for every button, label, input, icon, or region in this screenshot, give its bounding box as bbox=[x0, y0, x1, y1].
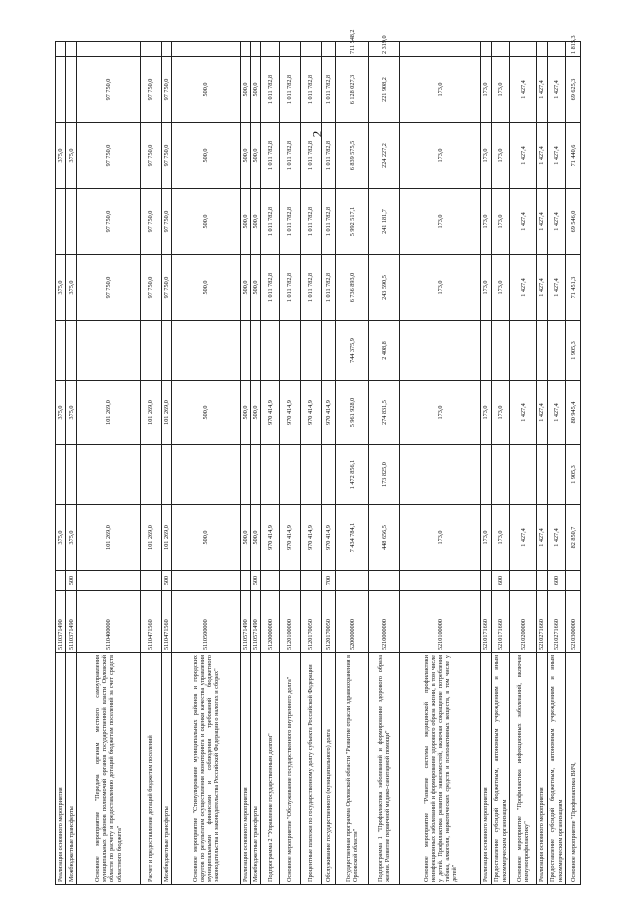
cell-c7: 97 750,0 bbox=[161, 123, 171, 189]
table-row bbox=[300, 42, 321, 885]
cell-c5: 6 736 893,0 bbox=[336, 255, 369, 321]
cell-c1: 970 414,9 bbox=[280, 505, 301, 571]
cell-code: 5110471560 bbox=[141, 591, 162, 653]
cell-c8: 1 011 782,8 bbox=[321, 57, 336, 123]
cell-c3: 1 427,4 bbox=[510, 381, 537, 445]
cell-c6: 173,0 bbox=[491, 189, 510, 255]
cell-c2 bbox=[261, 445, 280, 505]
cell-c6: 241 181,7 bbox=[369, 189, 400, 255]
table-row bbox=[141, 42, 162, 885]
cell-c8: 500,0 bbox=[251, 57, 261, 123]
cell-name: Расчет и предоставление дотаций бюджетам поселений bbox=[141, 653, 162, 885]
cell-c3: 970 414,9 bbox=[300, 381, 321, 445]
cell-name: Основное мероприятие "Стимулирование муниципальных районов и городских округов по результатам осуществления мониторинга и оценки качества управления муниципальными финансами и соблюдения требований бюджетного законодательства и законодательства Российской Федерации о налогах и сборах" bbox=[172, 653, 240, 885]
cell-c6: 500,0 bbox=[172, 189, 240, 255]
cell-c6: 1 011 782,8 bbox=[300, 189, 321, 255]
cell-c8: 1 011 782,8 bbox=[261, 57, 280, 123]
cell-name: Основное мероприятие "Профилактика инфекционных заболеваний, включая иммунопрофилактику" bbox=[510, 653, 537, 885]
cell-c8: 1 427,4 bbox=[547, 57, 566, 123]
cell-c6: 5 992 517,1 bbox=[336, 189, 369, 255]
cell-vr bbox=[369, 571, 400, 591]
cell-c5: 243 590,5 bbox=[369, 255, 400, 321]
cell-name: Процентные платежи по государственному долгу субъекта Российской Федерации bbox=[300, 653, 321, 885]
table-row bbox=[251, 42, 261, 885]
cell-c4 bbox=[300, 321, 321, 381]
cell-name: Государственная программа Орловской области "Развитие отрасли здравоохранения в Орловской области" bbox=[336, 653, 369, 885]
cell-c4 bbox=[481, 321, 491, 381]
cell-c3: 500,0 bbox=[240, 381, 250, 445]
table-row bbox=[491, 42, 510, 885]
cell-c6: 97 750,0 bbox=[76, 189, 140, 255]
budget-table bbox=[55, 29, 581, 885]
cell-code: 5210100000 bbox=[400, 591, 481, 653]
cell-c2 bbox=[161, 445, 171, 505]
page-number: 2 bbox=[309, 130, 325, 138]
cell-extra bbox=[300, 42, 321, 57]
cell-c1: 970 414,9 bbox=[261, 505, 280, 571]
cell-c8: 1 011 782,8 bbox=[280, 57, 301, 123]
cell-c8: 500,0 bbox=[240, 57, 250, 123]
cell-c7: 1 011 782,8 bbox=[261, 123, 280, 189]
cell-c6: 173,0 bbox=[400, 189, 481, 255]
cell-code: 5210200000 bbox=[510, 591, 537, 653]
cell-c1: 173,0 bbox=[491, 505, 510, 571]
cell-vr: 600 bbox=[547, 571, 566, 591]
cell-code: 5210271660 bbox=[537, 591, 547, 653]
cell-name: Основное мероприятие "Развитие системы медицинской профилактики неинфекционных заболеваний и формирование здорового образа жизни, в том числе у детей. Профилактика развития зависимостей, включая сокращение потребления табака, алкоголя, наркотических средств и психоактивных веществ, в том числе у детей" bbox=[400, 653, 481, 885]
cell-c2 bbox=[491, 445, 510, 505]
cell-code: 5210300000 bbox=[566, 591, 581, 653]
cell-c7: 500,0 bbox=[251, 123, 261, 189]
cell-code: 5210000000 bbox=[369, 591, 400, 653]
cell-extra bbox=[481, 42, 491, 57]
cell-vr bbox=[336, 571, 369, 591]
cell-name: Обслуживание государственного (муниципального) долга bbox=[321, 653, 336, 885]
cell-c7: 1 427,4 bbox=[537, 123, 547, 189]
cell-code: 5120000000 bbox=[261, 591, 280, 653]
cell-c2: 173 825,0 bbox=[369, 445, 400, 505]
cell-c7: 71 440,6 bbox=[566, 123, 581, 189]
cell-c8: 173,0 bbox=[491, 57, 510, 123]
cell-name: Основное мероприятие "Профилактика ВИЧ, bbox=[566, 653, 581, 885]
cell-c1: 1 427,4 bbox=[547, 505, 566, 571]
cell-c7: 1 011 782,8 bbox=[321, 123, 336, 189]
cell-extra bbox=[172, 42, 240, 57]
cell-c6 bbox=[56, 189, 66, 255]
cell-c8: 6 128 027,3 bbox=[336, 57, 369, 123]
cell-c1: 1 427,4 bbox=[510, 505, 537, 571]
cell-c7: 97 750,0 bbox=[141, 123, 162, 189]
cell-c3: 101 269,0 bbox=[141, 381, 162, 445]
cell-c3: 970 414,9 bbox=[321, 381, 336, 445]
cell-c6: 69 546,0 bbox=[566, 189, 581, 255]
cell-c5: 1 011 782,8 bbox=[280, 255, 301, 321]
cell-extra bbox=[547, 42, 566, 57]
cell-vr bbox=[56, 571, 66, 591]
cell-code: 5120170050 bbox=[321, 591, 336, 653]
cell-c8: 173,0 bbox=[400, 57, 481, 123]
cell-name: Реализация основного мероприятия bbox=[240, 653, 250, 885]
table-row bbox=[369, 42, 400, 885]
cell-c8 bbox=[66, 57, 76, 123]
cell-c3: 970 414,9 bbox=[261, 381, 280, 445]
cell-c4 bbox=[161, 321, 171, 381]
cell-c2 bbox=[481, 445, 491, 505]
cell-extra bbox=[400, 42, 481, 57]
cell-c2 bbox=[56, 445, 66, 505]
cell-vr bbox=[261, 571, 280, 591]
cell-c1: 173,0 bbox=[481, 505, 491, 571]
cell-c1: 375,0 bbox=[56, 505, 66, 571]
cell-name: Основное мероприятие "Обслуживание государственного внутреннего долга" bbox=[280, 653, 301, 885]
cell-c2: 1 905,3 bbox=[566, 445, 581, 505]
cell-c3: 970 414,9 bbox=[280, 381, 301, 445]
cell-extra bbox=[141, 42, 162, 57]
cell-c5: 500,0 bbox=[172, 255, 240, 321]
cell-c3: 80 945,4 bbox=[566, 381, 581, 445]
cell-c4 bbox=[56, 321, 66, 381]
cell-name: Основное мероприятие "Передача органам местного самоуправления муниципальных районов полномочий органов государственной власти Орловской области по расчету и предоставлению дотаций бюджетам поселений за счет средств областного бюджета" bbox=[76, 653, 140, 885]
cell-c5: 173,0 bbox=[481, 255, 491, 321]
cell-extra: 711 548,2 bbox=[336, 42, 369, 57]
cell-name: Реализация основного мероприятия bbox=[481, 653, 491, 885]
cell-c2 bbox=[66, 445, 76, 505]
cell-c8: 97 750,0 bbox=[76, 57, 140, 123]
cell-c7: 1 011 782,8 bbox=[300, 123, 321, 189]
cell-c6: 500,0 bbox=[240, 189, 250, 255]
table-row bbox=[56, 42, 66, 885]
cell-c6: 1 427,4 bbox=[510, 189, 537, 255]
cell-c5: 71 451,3 bbox=[566, 255, 581, 321]
cell-c1: 101 269,0 bbox=[76, 505, 140, 571]
cell-c5: 1 011 782,8 bbox=[261, 255, 280, 321]
cell-c3: 1 427,4 bbox=[547, 381, 566, 445]
cell-code: 5210171660 bbox=[481, 591, 491, 653]
table-row bbox=[481, 42, 491, 885]
cell-c4 bbox=[547, 321, 566, 381]
table-row bbox=[547, 42, 566, 885]
cell-c7: 173,0 bbox=[481, 123, 491, 189]
cell-c2 bbox=[141, 445, 162, 505]
cell-vr: 500 bbox=[251, 571, 261, 591]
cell-c5: 97 750,0 bbox=[161, 255, 171, 321]
cell-extra: 2 319,0 bbox=[369, 42, 400, 57]
cell-extra bbox=[161, 42, 171, 57]
cell-c4 bbox=[251, 321, 261, 381]
cell-c4 bbox=[537, 321, 547, 381]
cell-c6 bbox=[66, 189, 76, 255]
cell-c5: 97 750,0 bbox=[76, 255, 140, 321]
cell-vr bbox=[566, 571, 581, 591]
cell-extra bbox=[261, 42, 280, 57]
cell-extra bbox=[251, 42, 261, 57]
cell-c1: 500,0 bbox=[172, 505, 240, 571]
cell-c4 bbox=[76, 321, 140, 381]
cell-name: Предоставление субсидий бюджетным, автономным учреждениям и иным некоммерческим организациям bbox=[491, 653, 510, 885]
table-row bbox=[336, 42, 369, 885]
cell-c4 bbox=[510, 321, 537, 381]
cell-code: 5200000000 bbox=[336, 591, 369, 653]
cell-c3: 101 269,0 bbox=[161, 381, 171, 445]
cell-extra bbox=[280, 42, 301, 57]
cell-extra bbox=[240, 42, 250, 57]
table-row bbox=[280, 42, 301, 885]
cell-name: Реализация основного мероприятия bbox=[537, 653, 547, 885]
cell-c2 bbox=[240, 445, 250, 505]
cell-c8: 221 908,2 bbox=[369, 57, 400, 123]
table-row bbox=[261, 42, 280, 885]
cell-c5: 1 427,4 bbox=[537, 255, 547, 321]
cell-c6: 173,0 bbox=[481, 189, 491, 255]
cell-code: 5120100000 bbox=[280, 591, 301, 653]
table-row bbox=[566, 42, 581, 885]
cell-c2 bbox=[251, 445, 261, 505]
cell-c6: 97 750,0 bbox=[141, 189, 162, 255]
table-row bbox=[66, 42, 76, 885]
table-row bbox=[400, 42, 481, 885]
cell-c7: 173,0 bbox=[400, 123, 481, 189]
cell-c4 bbox=[66, 321, 76, 381]
cell-code: 5110400000 bbox=[76, 591, 140, 653]
cell-extra bbox=[76, 42, 140, 57]
cell-c2 bbox=[400, 445, 481, 505]
cell-c8: 500,0 bbox=[172, 57, 240, 123]
cell-vr bbox=[537, 571, 547, 591]
cell-c1: 1 427,4 bbox=[537, 505, 547, 571]
cell-c8: 1 427,4 bbox=[537, 57, 547, 123]
cell-c1: 970 414,9 bbox=[321, 505, 336, 571]
cell-vr bbox=[510, 571, 537, 591]
cell-c2 bbox=[537, 445, 547, 505]
cell-code: 5110371490 bbox=[56, 591, 66, 653]
cell-c3: 173,0 bbox=[491, 381, 510, 445]
cell-c7: 1 427,4 bbox=[547, 123, 566, 189]
cell-c7: 173,0 bbox=[491, 123, 510, 189]
cell-name: Подпрограмма 2 "Управление государственным долгом" bbox=[261, 653, 280, 885]
cell-code: 5120170050 bbox=[300, 591, 321, 653]
cell-c4: 744 375,9 bbox=[336, 321, 369, 381]
cell-c7: 97 750,0 bbox=[76, 123, 140, 189]
cell-c6: 1 011 782,8 bbox=[280, 189, 301, 255]
cell-code: 5110571490 bbox=[240, 591, 250, 653]
cell-c7: 375,0 bbox=[56, 123, 66, 189]
cell-c2 bbox=[510, 445, 537, 505]
cell-name: Межбюджетные трансферты bbox=[161, 653, 171, 885]
cell-vr bbox=[240, 571, 250, 591]
cell-extra bbox=[321, 42, 336, 57]
table-row bbox=[76, 42, 140, 885]
cell-c1: 375,0 bbox=[66, 505, 76, 571]
cell-code: 5110371490 bbox=[66, 591, 76, 653]
cell-c6: 97 750,0 bbox=[161, 189, 171, 255]
cell-c7: 375,0 bbox=[66, 123, 76, 189]
cell-c7: 224 227,2 bbox=[369, 123, 400, 189]
table-row bbox=[537, 42, 547, 885]
cell-c2 bbox=[321, 445, 336, 505]
cell-c1: 970 414,9 bbox=[300, 505, 321, 571]
table-row bbox=[172, 42, 240, 885]
cell-c8: 97 750,0 bbox=[141, 57, 162, 123]
cell-c6: 500,0 bbox=[251, 189, 261, 255]
cell-extra: 1 815,3 bbox=[566, 42, 581, 57]
cell-c2 bbox=[300, 445, 321, 505]
cell-c1: 173,0 bbox=[400, 505, 481, 571]
cell-code: 5110500000 bbox=[172, 591, 240, 653]
cell-c3: 1 427,4 bbox=[537, 381, 547, 445]
cell-c3: 500,0 bbox=[172, 381, 240, 445]
cell-vr: 500 bbox=[66, 571, 76, 591]
cell-c3: 173,0 bbox=[400, 381, 481, 445]
cell-vr bbox=[141, 571, 162, 591]
cell-c4 bbox=[400, 321, 481, 381]
cell-vr: 700 bbox=[321, 571, 336, 591]
cell-c8 bbox=[56, 57, 66, 123]
cell-c5: 97 750,0 bbox=[141, 255, 162, 321]
cell-name: Межбюджетные трансферты bbox=[66, 653, 76, 885]
cell-c3: 375,0 bbox=[66, 381, 76, 445]
cell-vr bbox=[481, 571, 491, 591]
cell-c6: 1 427,4 bbox=[537, 189, 547, 255]
cell-c3: 274 831,5 bbox=[369, 381, 400, 445]
cell-c1: 101 269,0 bbox=[141, 505, 162, 571]
cell-vr bbox=[280, 571, 301, 591]
cell-code: 5110471560 bbox=[161, 591, 171, 653]
budget-table-container bbox=[55, 29, 581, 885]
cell-c4 bbox=[321, 321, 336, 381]
cell-vr: 500 bbox=[161, 571, 171, 591]
cell-c1: 101 269,0 bbox=[161, 505, 171, 571]
cell-extra bbox=[491, 42, 510, 57]
cell-c4 bbox=[240, 321, 250, 381]
cell-name: Реализация основного мероприятия bbox=[56, 653, 66, 885]
cell-vr bbox=[76, 571, 140, 591]
cell-c8: 173,0 bbox=[481, 57, 491, 123]
cell-c1: 448 656,5 bbox=[369, 505, 400, 571]
cell-c2 bbox=[172, 445, 240, 505]
cell-name: Предоставление субсидий бюджетным, автономным учреждениям и иным некоммерческим организациям bbox=[547, 653, 566, 885]
cell-c6: 1 427,4 bbox=[547, 189, 566, 255]
cell-c5: 173,0 bbox=[400, 255, 481, 321]
cell-c1: 82 850,7 bbox=[566, 505, 581, 571]
cell-c8: 69 625,3 bbox=[566, 57, 581, 123]
cell-code: 5110571490 bbox=[251, 591, 261, 653]
cell-c2 bbox=[76, 445, 140, 505]
cell-c8: 97 750,0 bbox=[161, 57, 171, 123]
cell-c7: 500,0 bbox=[240, 123, 250, 189]
cell-c4: 1 905,3 bbox=[566, 321, 581, 381]
cell-c2 bbox=[280, 445, 301, 505]
cell-c6: 1 011 782,8 bbox=[321, 189, 336, 255]
cell-c1: 500,0 bbox=[251, 505, 261, 571]
cell-c1: 7 434 784,1 bbox=[336, 505, 369, 571]
cell-vr: 600 bbox=[491, 571, 510, 591]
cell-c4 bbox=[141, 321, 162, 381]
cell-c2 bbox=[547, 445, 566, 505]
cell-extra bbox=[537, 42, 547, 57]
cell-vr bbox=[400, 571, 481, 591]
cell-c5: 1 011 782,8 bbox=[321, 255, 336, 321]
cell-c3: 101 269,0 bbox=[76, 381, 140, 445]
cell-c5: 375,0 bbox=[66, 255, 76, 321]
table-row bbox=[161, 42, 171, 885]
cell-c3: 5 961 928,0 bbox=[336, 381, 369, 445]
cell-vr bbox=[172, 571, 240, 591]
cell-c4: 2 408,8 bbox=[369, 321, 400, 381]
cell-c2: 1 472 856,1 bbox=[336, 445, 369, 505]
cell-c3: 500,0 bbox=[251, 381, 261, 445]
table-row bbox=[510, 42, 537, 885]
cell-c5: 500,0 bbox=[240, 255, 250, 321]
cell-extra bbox=[510, 42, 537, 57]
cell-extra bbox=[56, 42, 66, 57]
table-row bbox=[240, 42, 250, 885]
cell-name: Подпрограмма 1 "Профилактика заболеваний и формирование здорового образа жизни. Развитие первичной медико-санитарной помощи" bbox=[369, 653, 400, 885]
cell-c5: 500,0 bbox=[251, 255, 261, 321]
cell-extra bbox=[66, 42, 76, 57]
cell-c7: 500,0 bbox=[172, 123, 240, 189]
cell-c5: 1 427,4 bbox=[547, 255, 566, 321]
table-row bbox=[321, 42, 336, 885]
cell-c7: 1 427,4 bbox=[510, 123, 537, 189]
cell-vr bbox=[300, 571, 321, 591]
cell-c6: 1 011 782,8 bbox=[261, 189, 280, 255]
cell-c8: 1 011 782,8 bbox=[300, 57, 321, 123]
cell-c5: 1 427,4 bbox=[510, 255, 537, 321]
cell-c4 bbox=[172, 321, 240, 381]
cell-c4 bbox=[491, 321, 510, 381]
cell-c8: 1 427,4 bbox=[510, 57, 537, 123]
cell-c3: 173,0 bbox=[481, 381, 491, 445]
cell-name: Межбюджетные трансферты bbox=[251, 653, 261, 885]
cell-code: 5210271660 bbox=[547, 591, 566, 653]
cell-c4 bbox=[280, 321, 301, 381]
cell-c1: 500,0 bbox=[240, 505, 250, 571]
cell-c3: 375,0 bbox=[56, 381, 66, 445]
cell-c5: 375,0 bbox=[56, 255, 66, 321]
cell-c7: 1 011 782,8 bbox=[280, 123, 301, 189]
cell-code: 5210171660 bbox=[491, 591, 510, 653]
cell-c4 bbox=[261, 321, 280, 381]
cell-c5: 173,0 bbox=[491, 255, 510, 321]
cell-c7: 6 839 575,5 bbox=[336, 123, 369, 189]
cell-c5: 1 011 782,8 bbox=[300, 255, 321, 321]
